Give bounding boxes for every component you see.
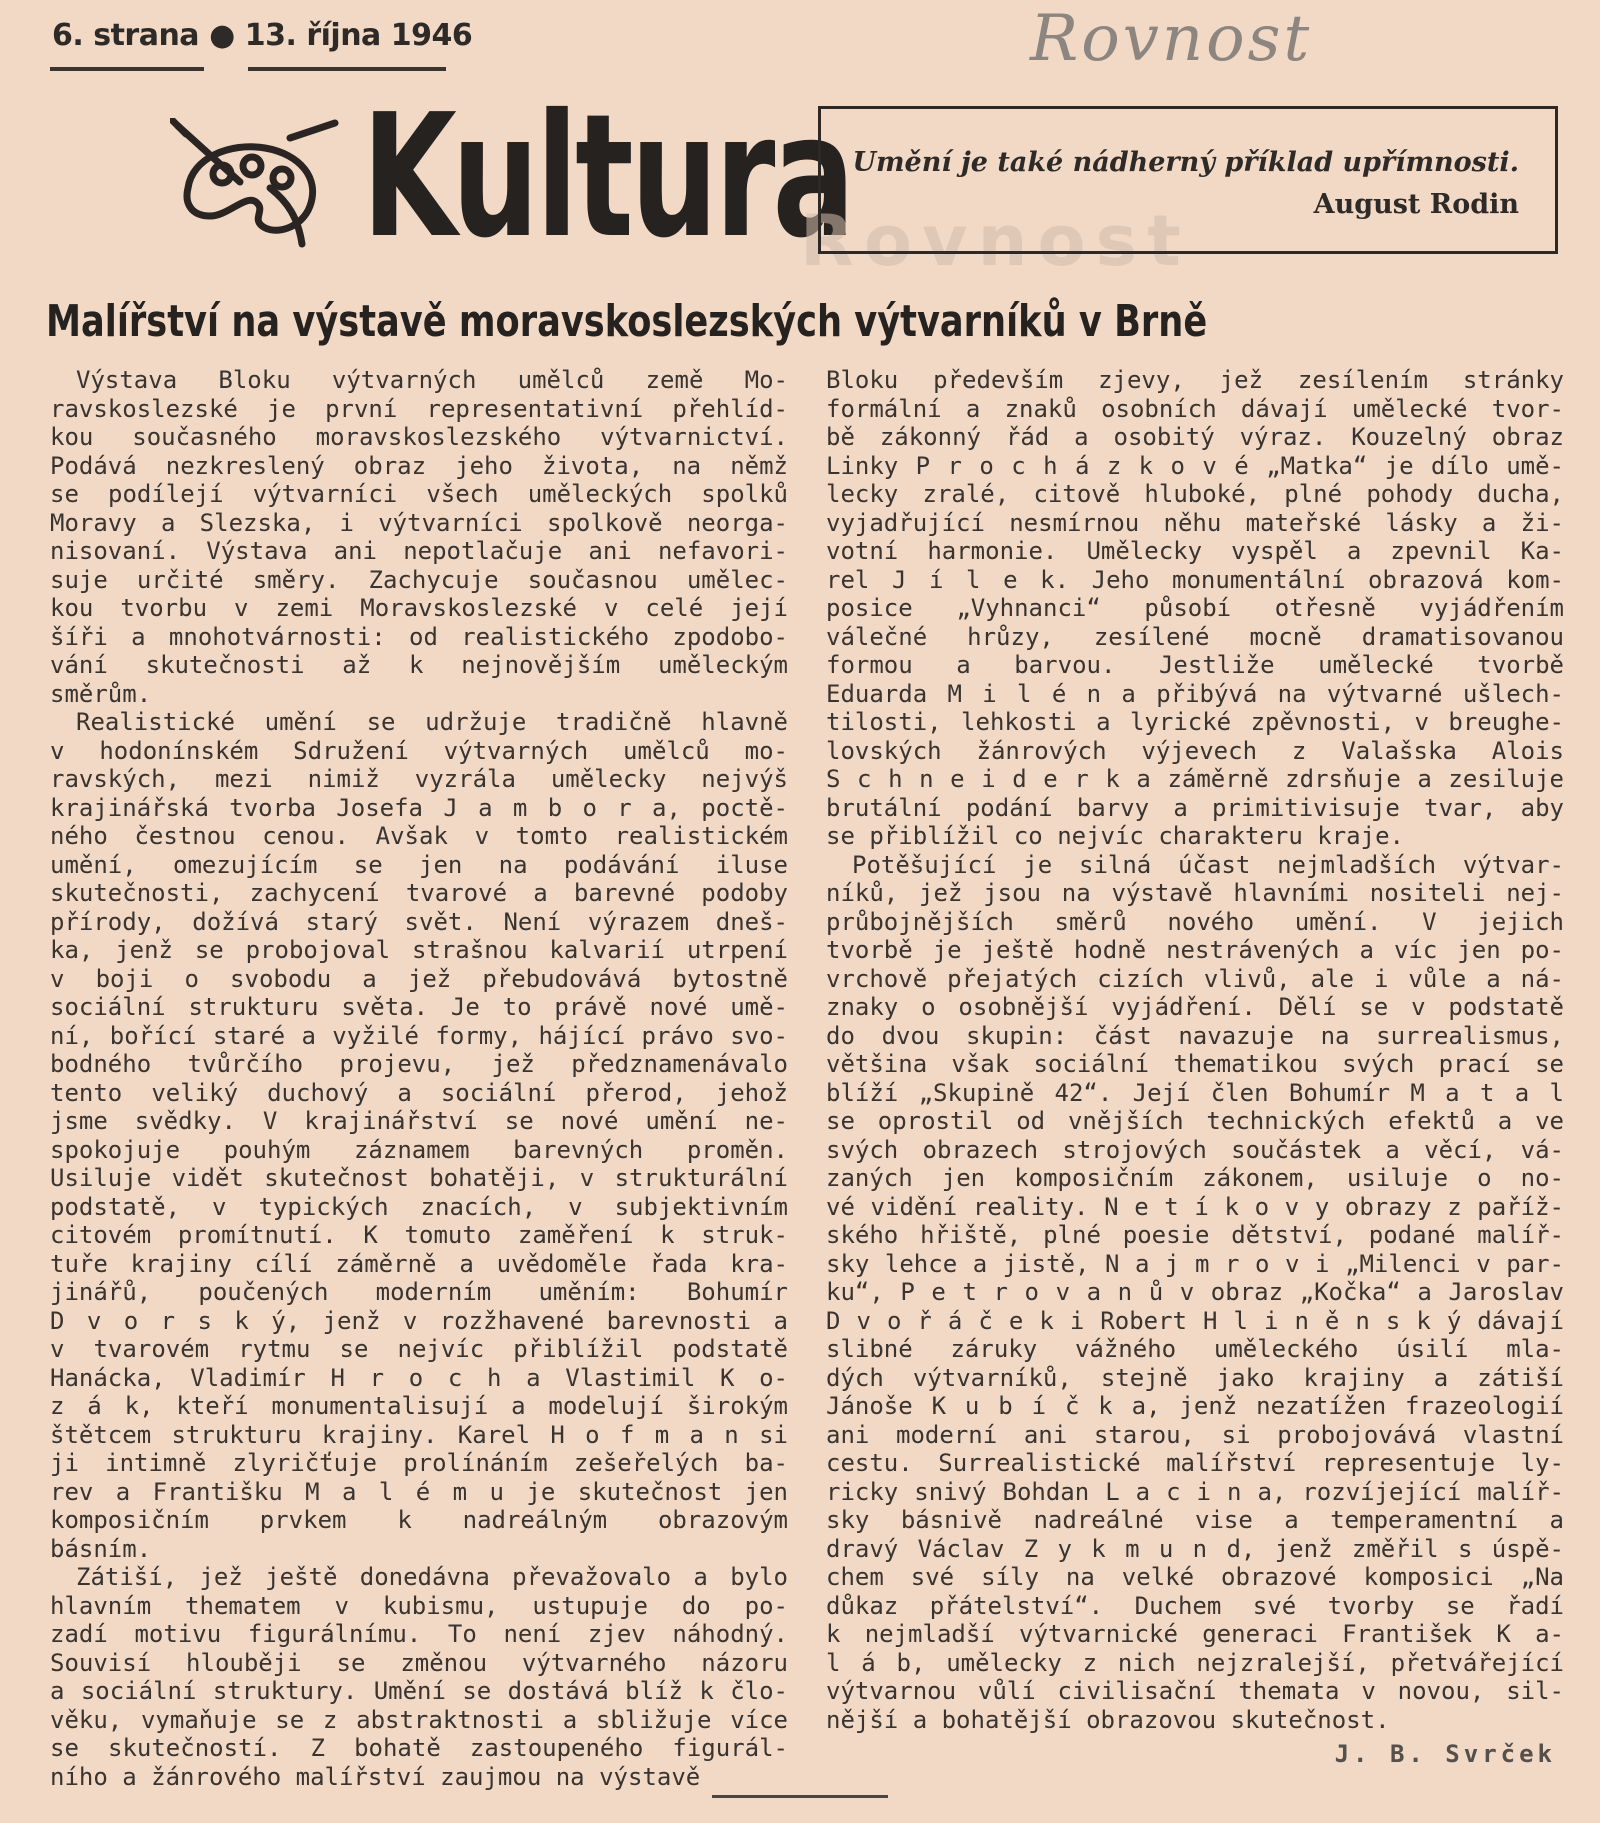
article-line: znaky o osobnější vyjádření. Dělí se v podstatě bbox=[826, 993, 1564, 1021]
article-line: formální a znaků osobních dávají umělecké tvor- bbox=[826, 394, 1564, 423]
article-line: výtvarnou vůlí civilisační themata v novou, sil- bbox=[826, 1677, 1564, 1705]
article-line: se oprostil od vnějších technických efektů a ve bbox=[826, 1107, 1564, 1135]
article-line: ka, jenž se probojoval strašnou kalvarií utrpení bbox=[50, 936, 788, 964]
article-line: sociální strukturu světa. Je to právě nové umě- bbox=[50, 993, 788, 1021]
article-line: ného čestnou cenou. Avšak v tomto realistickém bbox=[50, 822, 788, 850]
article-line: zadí motivu figurálnímu. To není zjev náhodný. bbox=[50, 1620, 788, 1648]
article-column-left bbox=[50, 366, 788, 1791]
article-line: S c h n e i d e r k a záměrně zdrsňuje a zesiluje bbox=[826, 765, 1564, 793]
article-line: ku“, P e t r o v a n ů v obraz „Kočka“ a Jaroslav bbox=[826, 1278, 1564, 1306]
article-line: hlavním thematem v kubismu, ustupuje do po- bbox=[50, 1591, 788, 1620]
article-line: slibné záruky vážného uměleckého úsilí mla- bbox=[826, 1335, 1564, 1363]
article-line: Výstava Bloku výtvarných umělců země Mo- bbox=[76, 366, 788, 394]
article-line: komposičním prvkem k nadreálným obrazovým bbox=[50, 1506, 788, 1534]
article-line: zaných jen komposičním zákonem, usiluje o no- bbox=[826, 1164, 1564, 1192]
article-line: blíží „Skupině 42“. Její člen Bohumír M a t a l bbox=[826, 1078, 1564, 1107]
article-line: do dvou skupin: část navazuje na surrealismus, bbox=[826, 1021, 1564, 1050]
article-line: důkaz přátelství“. Duchem své tvorby se řadí bbox=[826, 1591, 1564, 1620]
article-line: vání skutečnosti až k nejnovějším uměleckým bbox=[50, 651, 788, 679]
article-line: válečné hrůzy, zesílené mocně dramatisovanou bbox=[826, 622, 1564, 651]
article-line: Realistické umění se udržuje tradičně hlavně bbox=[76, 708, 788, 736]
article-line: ního a žánrového malířství zaujmou na výstavě bbox=[50, 1762, 701, 1791]
article-line: v hodonínském Sdružení výtvarných umělců mo- bbox=[50, 736, 788, 765]
article-line: se přiblížil co nejvíc charakteru kraje. bbox=[826, 822, 1404, 850]
article-line: vrchově přejatých cizích vlivů, ale i vůle a ná- bbox=[826, 964, 1564, 993]
article-line: sky lehce a jistě, N a j m r o v i „Milenci v par- bbox=[826, 1249, 1564, 1278]
header-rule-right bbox=[248, 67, 446, 71]
author-signature: J. B. Svrček bbox=[1334, 1740, 1556, 1768]
article-line: spokojuje pouhým záznamem barevných proměn. bbox=[50, 1135, 788, 1164]
article-line: k nejmladší výtvarnické generaci František K a- bbox=[826, 1620, 1564, 1648]
article-line: Eduarda M i l é n a přibývá na výtvarné ušlech- bbox=[826, 679, 1564, 708]
article-line: cestu. Surrealistické malířství representuje ly- bbox=[826, 1449, 1564, 1477]
article-column-right bbox=[826, 366, 1564, 1734]
article-line: vé vidění reality. N e t í k o v y obrazy z paříž- bbox=[826, 1192, 1564, 1221]
article-line: průbojnějších směrů nového umění. V jejich bbox=[826, 907, 1564, 936]
article-line: Moravy a Slezska, i výtvarníci spolkově neorga- bbox=[50, 508, 788, 537]
article-line: suje určité směry. Zachycuje současnou umělec- bbox=[50, 565, 788, 594]
article-line: kou tvorbu v zemi Moravskoslezské v celé její bbox=[50, 594, 788, 622]
article-line: bodného tvůrčího projevu, jež předznamenávalo bbox=[50, 1050, 788, 1078]
article-line: formou a barvou. Jestliže umělecké tvorbě bbox=[826, 651, 1564, 679]
article-line: podstatě, v typických znacích, v subjektivním bbox=[50, 1192, 788, 1221]
article-line: v boji o svobodu a jež přebudovává bytostně bbox=[50, 964, 788, 993]
header-rule-left bbox=[50, 67, 204, 71]
quote-text: Umění je také nádherný příklad upřímnosti. bbox=[852, 147, 1519, 178]
article-line: ní, bořící staré a vyžilé formy, hájící právo svo- bbox=[50, 1021, 788, 1050]
article-line: ricky snivý Bohdan L a c i n a, rozvíjející malíř- bbox=[826, 1477, 1564, 1506]
article-line: se skutečností. Z bohatě zastoupeného figurál- bbox=[50, 1734, 788, 1762]
article-line: v tvarovém rytmu se nejvíc přiblížil podstatě bbox=[50, 1335, 788, 1363]
article-line: Potěšující je silná účast nejmladších výtvar- bbox=[852, 850, 1564, 879]
article-line: šíři a mnohotvárnosti: od realistického zpodobo- bbox=[50, 622, 788, 651]
article-line: ravskoslezské je první representativní přehlíd- bbox=[50, 394, 788, 423]
article-line: Podává nezkreslený obraz jeho života, na němž bbox=[50, 451, 788, 480]
article-line: vyjadřující nesmírnou něhu mateřské lásky a ži- bbox=[826, 508, 1564, 537]
article-line: kou současného moravskoslezského výtvarnictví. bbox=[50, 423, 788, 451]
article-line: tuře krajiny cílí záměrně a uvědoměle řada kra- bbox=[50, 1249, 788, 1278]
article-line: Linky P r o c h á z k o v é „Matka“ je dílo umě- bbox=[826, 451, 1564, 480]
article-line: bě zákonný řád a osobitý výraz. Kouzelný obraz bbox=[826, 423, 1564, 451]
article-line: Souvisí hlouběji se změnou výtvarného názoru bbox=[50, 1648, 788, 1677]
article-line: Zátiší, jež ještě donedávna převažovalo a bylo bbox=[76, 1563, 788, 1591]
article-line: nisovaní. Výstava ani nepotlačuje ani nefavori- bbox=[50, 537, 788, 565]
quote-author: August Rodin bbox=[1313, 189, 1519, 220]
article-line: Usiluje vidět skutečnost bohatěji, v strukturální bbox=[50, 1164, 788, 1192]
article-line: ského hřiště, plné poesie dětství, podané malíř- bbox=[826, 1221, 1564, 1249]
article-line: skutečnosti, zachycení tvarové a barevné podoby bbox=[50, 879, 788, 907]
article-line: rev a Františku M a l é m u je skutečnost jen bbox=[50, 1477, 788, 1506]
article-headline: Malířství na výstavě moravskoslezských výtvarníků v Brně bbox=[46, 296, 1208, 347]
article-line: většina však sociální thematikou svých prací se bbox=[826, 1050, 1564, 1078]
article-line: tento veliký duchový a sociální přerod, jehož bbox=[50, 1078, 788, 1107]
article-line: níků, jež jsou na výstavě hlavními nositeli nej- bbox=[826, 879, 1564, 907]
article-line: Hanácka, Vladimír H r o c h a Vlastimil K o- bbox=[50, 1363, 788, 1392]
article-line: D v o r s k ý, jenž v rozžhavené barevnosti a bbox=[50, 1306, 788, 1335]
article-line: se podílejí výtvarníci všech uměleckých spolků bbox=[50, 480, 788, 508]
article-line: sky básnivě nadreálné vise a temperamentní a bbox=[826, 1506, 1564, 1534]
page-number: 6. strana bbox=[52, 18, 200, 53]
article-line: Jánoše K u b í č k a, jenž nezatížen frazeologií bbox=[826, 1392, 1564, 1420]
article-line: a sociální struktury. Umění se dostává blíž k člo- bbox=[50, 1677, 788, 1705]
article-line: ravských, mezi nimiž vyzrála umělecky nejvýš bbox=[50, 765, 788, 793]
article-line: nější a bohatější obrazovou skutečnost. bbox=[826, 1705, 1390, 1734]
bottom-rule bbox=[712, 1795, 888, 1798]
article-line: umění, omezujícím se jen na podávání iluse bbox=[50, 850, 788, 879]
section-title: Kultura bbox=[362, 78, 853, 276]
article-line: dých výtvarníků, stejně jako krajiny a zátiší bbox=[826, 1363, 1564, 1392]
article-line: chem své síly na velké obrazové komposici „Na bbox=[826, 1563, 1564, 1591]
article-line: tilosti, lehkosti a lyrické zpěvnosti, v breughe- bbox=[826, 708, 1564, 736]
article-line: štětcem strukturu krajiny. Karel H o f m a n si bbox=[50, 1420, 788, 1449]
article-line: rel J í l e k. Jeho monumentální obrazová kom- bbox=[826, 565, 1564, 594]
faded-stamp: Rovnost bbox=[800, 200, 1191, 282]
article-line: ji intimně zlyričťuje prolínáním zešeřelých ba- bbox=[50, 1449, 788, 1477]
article-line: brutální podání barvy a primitivisuje tvar, aby bbox=[826, 793, 1564, 822]
article-line: svých obrazech strojových součástek a věcí, vá- bbox=[826, 1135, 1564, 1164]
article-line: citovém promítnutí. K tomuto zaměření k struk- bbox=[50, 1221, 788, 1249]
article-line: lovských žánrových výjevech z Valašska Alois bbox=[826, 736, 1564, 765]
quote-box bbox=[818, 106, 1558, 254]
article-line: z á k, kteří monumentalisují a modelují širokým bbox=[50, 1392, 788, 1420]
page-header bbox=[52, 18, 472, 53]
article-line: přírody, dožívá starý svět. Není výrazem dneš- bbox=[50, 907, 788, 936]
article-line: posice „Vyhnanci“ působí otřesně vyjádřením bbox=[826, 594, 1564, 622]
handwritten-note: Rovnost bbox=[1030, 2, 1313, 76]
article-line: l á b, umělecky z nich nejzralejší, přetvářející bbox=[826, 1648, 1564, 1677]
palette-brush-icon bbox=[170, 118, 340, 253]
article-line: tvorbě je ještě hodně nestrávených a víc jen po- bbox=[826, 936, 1564, 964]
article-line: lecky zralé, citově hluboké, plné pohody ducha, bbox=[826, 480, 1564, 508]
bullet-icon: ● bbox=[209, 18, 235, 53]
article-line: směrům. bbox=[50, 679, 152, 708]
article-line: votní harmonie. Umělecky vyspěl a zpevnil Ka- bbox=[826, 537, 1564, 565]
article-line: dravý Václav Z y k m u n d, jenž změřil s úspě- bbox=[826, 1534, 1564, 1563]
article-line: Bloku především zjevy, jež zesílením stránky bbox=[826, 366, 1564, 394]
article-line: básním. bbox=[50, 1534, 152, 1563]
article-line: D v o ř á č e k i Robert H l i n ě n s k ý dávají bbox=[826, 1306, 1564, 1335]
article-line: krajinářská tvorba Josefa J a m b o r a, poctě- bbox=[50, 793, 788, 822]
article-line: jsme svědky. V krajinářství se nové umění ne- bbox=[50, 1107, 788, 1135]
article-line: ani moderní ani starou, si probojovává vlastní bbox=[826, 1420, 1564, 1449]
article-line: věku, vymaňuje se z abstraktnosti a sbližuje více bbox=[50, 1705, 788, 1734]
article-line: jinářů, poučených moderním uměním: Bohumír bbox=[50, 1278, 788, 1306]
issue-date: 13. října 1946 bbox=[244, 18, 473, 53]
